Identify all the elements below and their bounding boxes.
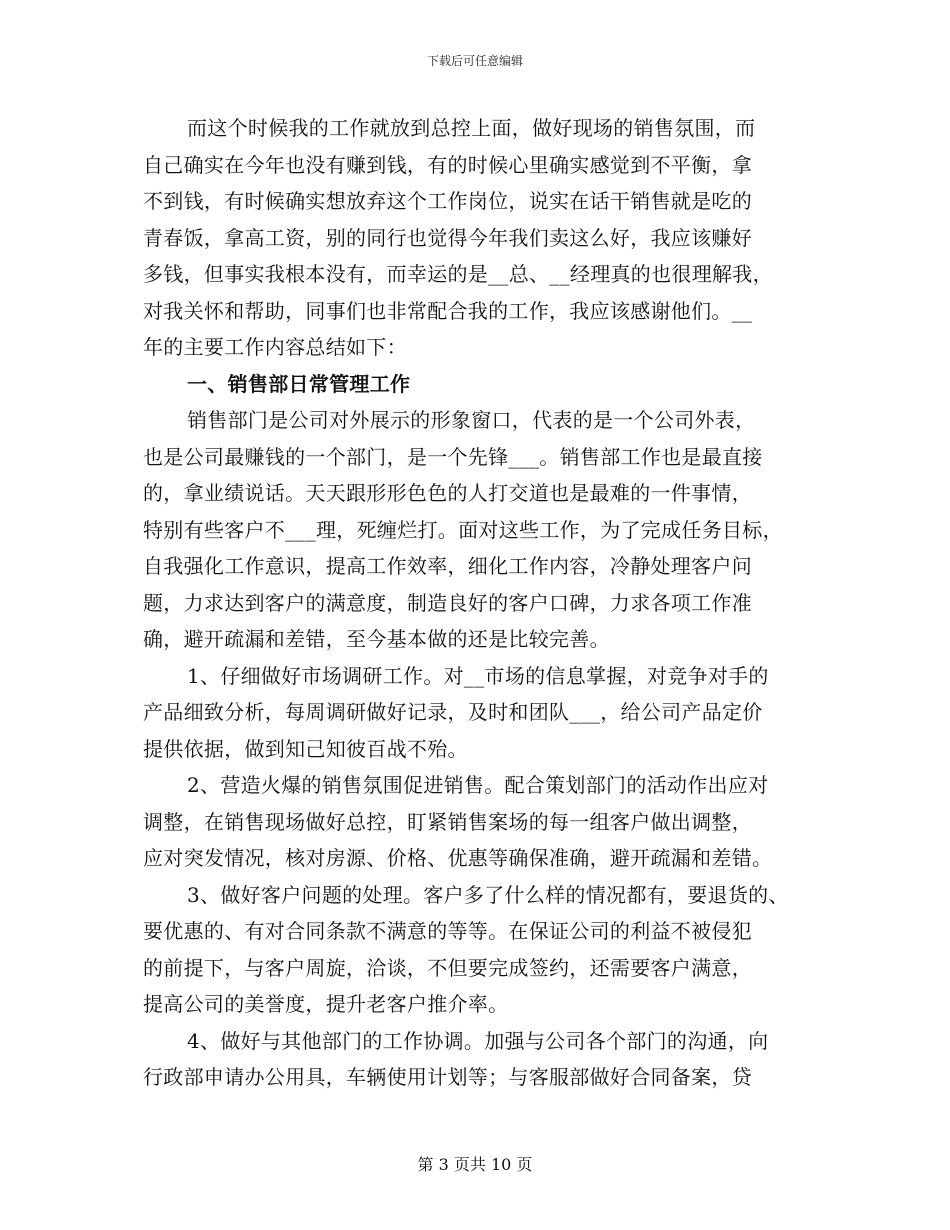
text-line: 自己确实在今年也没有赚到钱，有的时候心里确实感觉到不平衡，拿 [143,152,752,177]
text-line: 2、营造火爆的销售氛围促进销售。配合策划部门的活动作出应对 [187,773,769,797]
text-line: 确，避开疏漏和差错，至今基本做的还是比较完善。 [143,627,610,651]
text-line: 的，拿业绩说话。天天跟形形色色的人打交道也是最难的一件事情， [143,481,752,505]
text-line: 应对突发情况，核对房源、价格、优惠等确保准确，避开疏漏和差错。 [143,846,773,870]
text-line: 特别有些客户不___理，死缠烂打。面对这些工作，为了完成任务目标， [143,517,783,542]
text-line: 调整，在销售现场做好总控，盯紧销售案场的每一组客户做出调整， [143,809,752,834]
text-line: 的前提下，与客户周旋，洽谈，不但要完成签约，还需要客户满意， [143,955,752,980]
text-line: 也是公司最赚钱的一个部门，是一个先锋___。销售部工作也是最直接 [143,444,763,469]
text-line: 提供依据，做到知己知彼百战不殆。 [143,736,468,761]
text-line: 题，力求达到客户的满意度，制造良好的客户口碑，力求各项工作准 [143,590,752,615]
text-line: 对我关怀和帮助，同事们也非常配合我的工作，我应该感谢他们。__ [143,298,753,323]
page-header: 下载后可任意编辑 [426,54,523,68]
text-line: 年的主要工作内容总结如下： [143,335,407,359]
text-line: 3、做好客户问题的处理。客户多了什么样的情况都有，要退货的、 [187,882,789,907]
text-line: 而这个时候我的工作就放到总控上面，做好现场的销售氛围，而 [187,116,756,140]
text-line: 青春饭，拿高工资，别的同行也觉得今年我们卖这么好，我应该赚好 [143,225,752,250]
text-line: 1、仔细做好市场调研工作。对__市场的信息掌握，对竞争对手的 [187,663,769,688]
text-line: 销售部门是公司对外展示的形象窗口，代表的是一个公司外表， [187,408,756,432]
text-line: 要优惠的、有对合同条款不满意的等等。在保证公司的利益不被侵犯 [143,919,752,943]
section-heading: 一、销售部日常管理工作 [187,371,411,396]
text-line: 产品细致分析，每周调研做好记录，及时和团队___，给公司产品定价 [143,700,763,724]
text-line: 行政部申请办公用具，车辆使用计划等；与客服部做好合同备案，贷 [143,1065,752,1089]
text-line: 4、做好与其他部门的工作协调。加强与公司各个部门的沟通，向 [187,1028,769,1053]
text-line: 自我强化工作意识，提高工作效率，细化工作内容，冷静处理客户问 [143,554,752,578]
text-line: 不到钱，有时候确实想放弃这个工作岗位，说实在话干销售就是吃的 [143,189,752,213]
body-text [143,110,808,1096]
page-footer: 第 3 页共 10 页 [417,1155,533,1174]
text-line: 提高公司的美誉度，提升老客户推介率。 [143,992,509,1016]
text-line: 多钱，但事实我根本没有，而幸运的是__总、__经理真的也很理解我， [143,262,773,286]
